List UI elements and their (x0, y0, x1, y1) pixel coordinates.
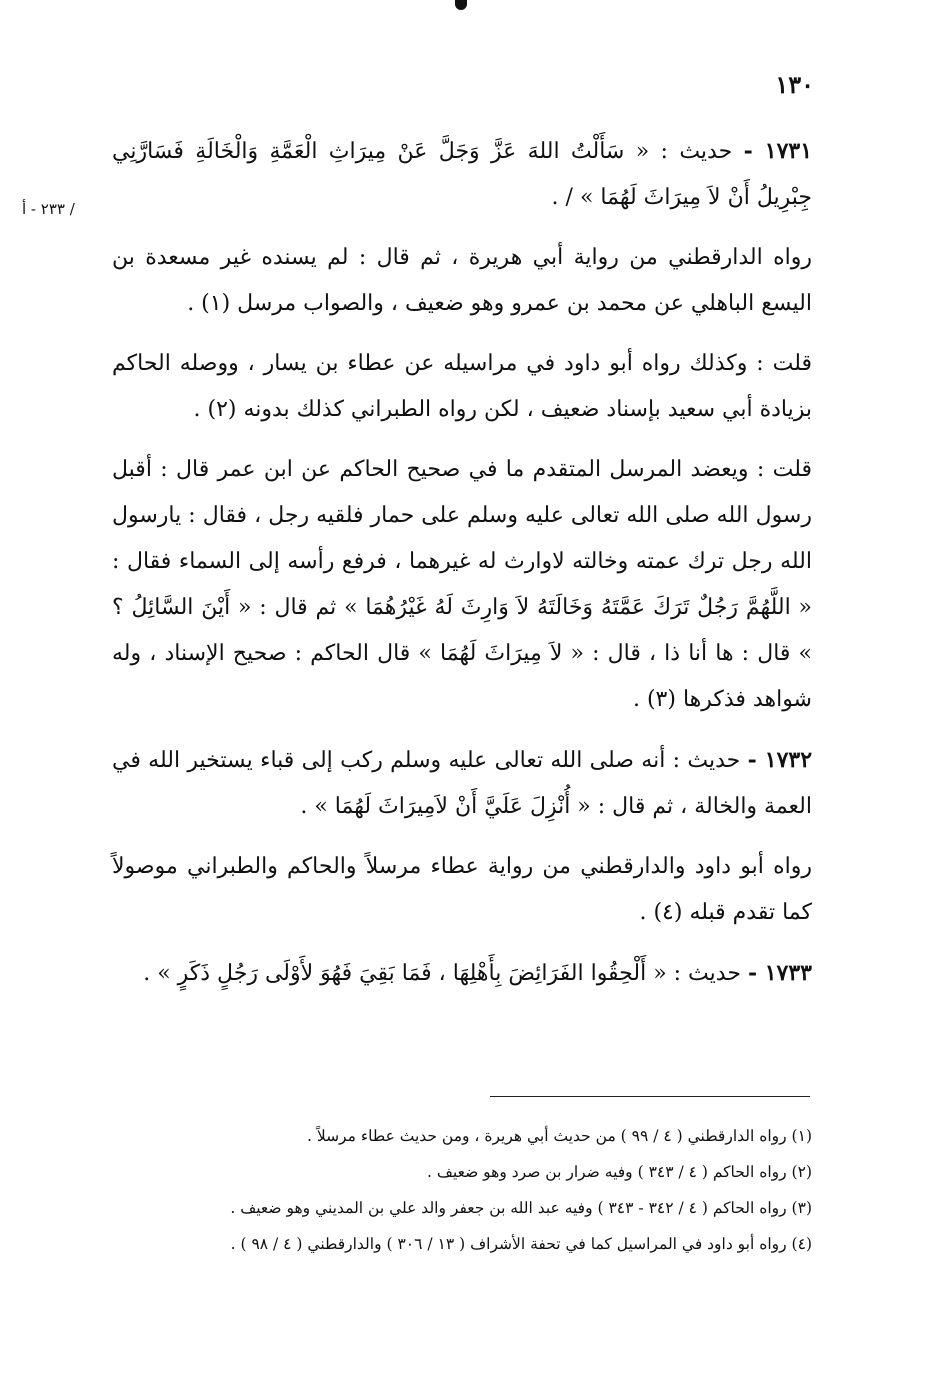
paragraph-text: رواه أبو داود والدارقطني من رواية عطاء مرسلاً والحاكم والطبراني موصولاً كما تقدم قبله (٤) . (112, 854, 812, 925)
paragraph-hadith-1733 (112, 950, 812, 997)
footnote: (٣) رواه الحاكم ( ٤ / ٣٤٢ - ٣٤٣ ) وفيه عبد الله بن جعفر والد علي بن المديني وهو ضعيف . (230, 1199, 812, 1217)
paragraph-text: حديث : أنه صلى الله تعالى عليه وسلم ركب إلى قباء يستخير الله في العمة والخالة ، ثم قال : « أُنْزِلَ عَلَيَّ أَنْ لاَمِيرَاثَ لَهُمَا » . (112, 748, 812, 819)
hadith-number: ١٧٣٢ - (747, 747, 813, 773)
footnote: (٤) رواه أبو داود في المراسيل كما في تحفة الأشراف ( ١٣ / ٣٠٦ ) والدارقطني ( ٤ / ٩٨ ) . (230, 1235, 812, 1253)
top-ink-mark (455, 0, 467, 10)
main-text (112, 128, 812, 1011)
paragraph-text: حديث : « أَلْحِقُوا الفَرَائِضَ بِأَهْلِهَا ، فَمَا بَقِيَ فَهُوَ لأَوْلَى رَجُلٍ ذَكَرٍ » . (143, 961, 741, 986)
paragraph-hadith-1732 (112, 737, 812, 830)
footnotes (112, 1118, 812, 1262)
manuscript-folio-note: / ٢٣٣ - أ (22, 200, 75, 218)
footnote: (٢) رواه الحاكم ( ٤ / ٣٤٣ ) وفيه ضرار بن صرد وهو ضعيف . (427, 1163, 812, 1181)
paragraph-text: قلت : ويعضد المرسل المتقدم ما في صحيح الحاكم عن ابن عمر قال : أقبل رسول الله صلى الله تعالى عليه وسلم على حمار فلقيه رجل ، فقال : يارسول الله رجل ترك عمته وخالته لاوارث له غيرهما ، فرفع رأسه إلى السماء فقال : « اللَّهُمَّ رَجُلٌ تَرَكَ عَمَّتَهُ وَخَالَتَهُ لاَ وَارِثَ لَهُ غَيْرُهُمَا » ثم قال : « أَيْنَ السَّائِلُ ؟ » قال : ها أنا ذا ، قال : « لاَ مِيرَاثَ لَهُمَا » قال الحاكم : صحيح الإسناد ، وله شواهد فذكرها (٣) . (112, 457, 812, 712)
paragraph-text: قلت : وكذلك رواه أبو داود في مراسيله عن عطاء بن يسار ، ووصله الحاكم بزيادة أبي سعيد بإسناد ضعيف ، لكن رواه الطبراني كذلك بدونه (٢) . (112, 351, 812, 422)
paragraph-text: حديث : « سَأَلْتُ اللهَ عَزَّ وَجَلَّ عَنْ مِيرَاثِ الْعَمَّةِ وَالْخَالَةِ فَسَارَّنِي جِبْرِيلُ أَنْ لاَ مِيرَاثَ لَهُمَا » / . (112, 139, 812, 210)
footnote-separator (490, 1096, 810, 1097)
paragraph-text: رواه الدارقطني من رواية أبي هريرة ، ثم قال : لم يسنده غير مسعدة بن اليسع الباهلي عن محمد بن عمرو وهو ضعيف ، والصواب مرسل (١) . (112, 245, 812, 316)
paragraph-commentary (112, 844, 812, 936)
page-number: ١٣٠ (775, 70, 814, 99)
hadith-number: ١٧٣١ - (743, 138, 813, 164)
paragraph-commentary (112, 235, 812, 327)
footnote: (١) رواه الدارقطني ( ٤ / ٩٩ ) من حديث أبي هريرة ، ومن حديث عطاء مرسلاً . (306, 1127, 812, 1145)
paragraph-commentary (112, 447, 812, 723)
hadith-number: ١٧٣٣ - (747, 960, 812, 986)
paragraph-hadith-1731 (112, 128, 812, 221)
paragraph-commentary (112, 341, 812, 433)
